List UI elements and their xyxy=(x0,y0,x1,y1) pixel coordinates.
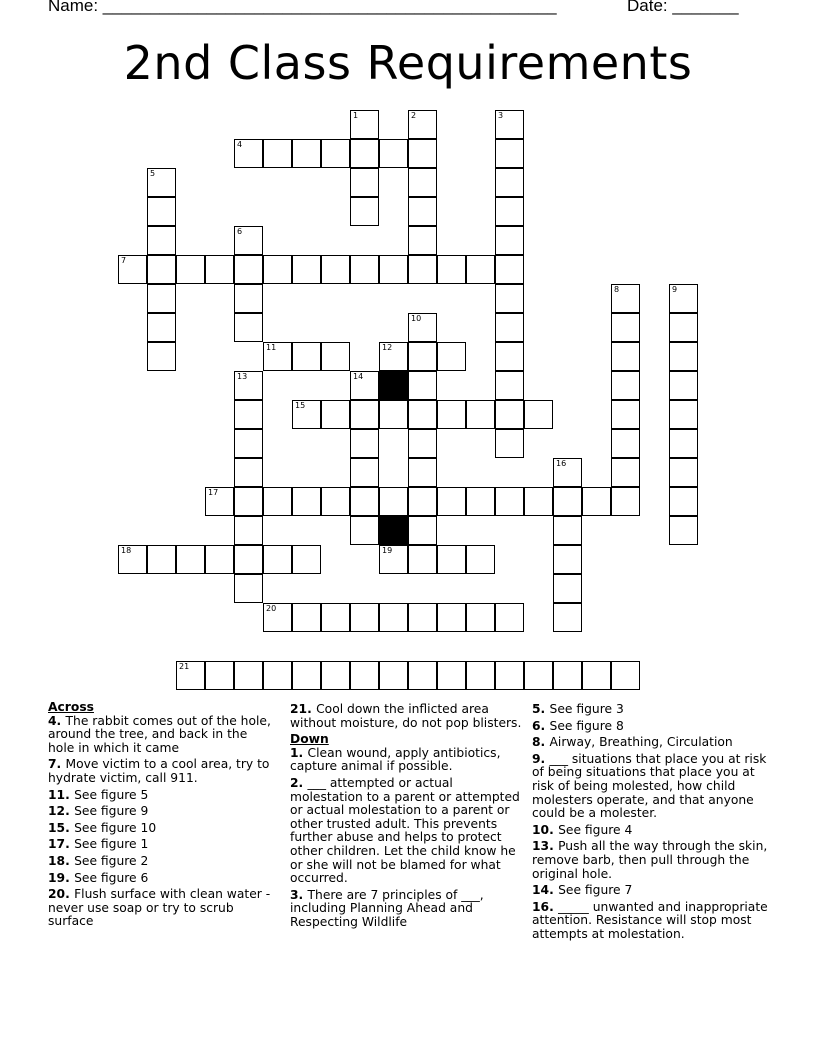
grid-cell[interactable] xyxy=(611,371,640,400)
grid-cell[interactable] xyxy=(466,545,495,574)
grid-cell[interactable] xyxy=(408,255,437,284)
grid-cell[interactable] xyxy=(292,661,321,690)
grid-cell[interactable] xyxy=(408,197,437,226)
grid-cell[interactable] xyxy=(292,255,321,284)
grid-cell[interactable] xyxy=(176,255,205,284)
cell-number: 6 xyxy=(237,227,243,236)
grid-cell[interactable] xyxy=(437,342,466,371)
clue-text: ___ situations that place you at risk of being situations that place you at risk of being molested, how child molesters operate, and that anyone could be a molester. xyxy=(532,751,767,821)
grid-cell[interactable] xyxy=(379,603,408,632)
clue-item xyxy=(532,901,772,942)
grid-cell[interactable] xyxy=(147,255,176,284)
cell-number: 18 xyxy=(121,546,132,555)
grid-cell[interactable] xyxy=(408,371,437,400)
grid-cell[interactable] xyxy=(350,661,379,690)
grid-cell[interactable] xyxy=(611,284,640,313)
grid-cell[interactable] xyxy=(321,255,350,284)
grid-cell[interactable] xyxy=(466,661,495,690)
grid-cell[interactable] xyxy=(495,342,524,371)
grid-cell[interactable] xyxy=(495,168,524,197)
grid-cell[interactable] xyxy=(350,516,379,545)
clue-text: There are 7 principles of ___, including Planning Ahead and Respecting Wildlife xyxy=(290,887,484,929)
clue-text: ___ attempted or actual molestation to a parent or attempted or actual molestation to a parent or other trusted adult. This prevents further abuse and helps to protect other children. Let the child know he or she will not be blamed for what occurred. xyxy=(290,775,520,886)
cell-number: 15 xyxy=(295,401,306,410)
clue-number: 14. xyxy=(532,883,559,898)
clue-text: See figure 3 xyxy=(549,702,624,716)
clue-text: Move victim to a cool area, try to hydrate victim, call 911. xyxy=(48,757,270,785)
grid-cell[interactable] xyxy=(379,342,408,371)
cell-number: 21 xyxy=(179,662,190,671)
grid-cell[interactable] xyxy=(234,458,263,487)
grid-cell[interactable] xyxy=(263,139,292,168)
clue-number: 2. xyxy=(290,775,308,790)
clue-text: Airway, Breathing, Circulation xyxy=(549,735,733,750)
grid-cell[interactable] xyxy=(118,255,147,284)
grid-cell[interactable] xyxy=(553,516,582,545)
grid-cell[interactable] xyxy=(147,226,176,255)
clue-number: 13. xyxy=(532,839,559,854)
grid-cell[interactable] xyxy=(379,661,408,690)
clue-text: _____ unwanted and inappropriate attention. Resistance will stop most attempts at molestation. xyxy=(532,899,768,941)
clue-number: 17. xyxy=(48,837,75,852)
grid-cell[interactable] xyxy=(118,545,147,574)
grid-cell[interactable] xyxy=(553,458,582,487)
clue-number: 8. xyxy=(532,735,550,750)
grid-cell[interactable] xyxy=(408,516,437,545)
cell-number: 5 xyxy=(150,169,156,178)
grid-cell[interactable] xyxy=(611,487,640,516)
clue-number: 5. xyxy=(532,702,550,716)
date-field[interactable]: Date: _______ xyxy=(627,0,739,15)
cell-number: 8 xyxy=(614,285,620,294)
cell-number: 7 xyxy=(121,256,127,265)
grid-cell[interactable] xyxy=(321,342,350,371)
grid-cell[interactable] xyxy=(669,371,698,400)
grid-cell[interactable] xyxy=(321,400,350,429)
clue-text: The rabbit comes out of the hole, around the tree, and back in the hole in which it came xyxy=(48,713,271,755)
grid-cell[interactable] xyxy=(582,661,611,690)
grid-cell[interactable] xyxy=(669,487,698,516)
grid-cell[interactable] xyxy=(495,400,524,429)
grid-cell[interactable] xyxy=(379,400,408,429)
clue-text: See figure 8 xyxy=(549,718,624,733)
grid-cell[interactable] xyxy=(553,603,582,632)
grid-cell[interactable] xyxy=(350,487,379,516)
clue-text: See figure 10 xyxy=(74,820,157,835)
grid-cell[interactable] xyxy=(408,429,437,458)
grid-cell[interactable] xyxy=(292,139,321,168)
grid-cell[interactable] xyxy=(176,661,205,690)
clue-number: 16. xyxy=(532,899,559,914)
clue-item xyxy=(290,703,526,730)
grid-cell[interactable] xyxy=(495,284,524,313)
grid-cell[interactable] xyxy=(292,603,321,632)
grid-cell[interactable] xyxy=(553,545,582,574)
grid-cell[interactable] xyxy=(379,487,408,516)
clues-column-2 xyxy=(290,703,526,933)
grid-cell[interactable] xyxy=(553,487,582,516)
clue-text: Clean wound, apply antibiotics, capture animal if possible. xyxy=(290,745,501,774)
clue-text: Push all the way through the skin, remove barb, then pull through the original hole. xyxy=(532,839,768,881)
clue-item xyxy=(532,720,772,734)
clues-column-3 xyxy=(532,703,772,945)
grid-cell[interactable] xyxy=(524,400,553,429)
clue-number: 21. xyxy=(290,702,317,716)
grid-cell[interactable] xyxy=(350,197,379,226)
grid-cell[interactable] xyxy=(611,313,640,342)
grid-cell[interactable] xyxy=(234,255,263,284)
grid-cell[interactable] xyxy=(524,487,553,516)
grid-cell[interactable] xyxy=(611,342,640,371)
clue-number: 18. xyxy=(48,853,75,868)
grid-cell[interactable] xyxy=(176,545,205,574)
grid-cell[interactable] xyxy=(234,487,263,516)
cell-number: 3 xyxy=(498,111,504,120)
grid-cell[interactable] xyxy=(234,284,263,313)
grid-cell[interactable] xyxy=(350,429,379,458)
grid-cell[interactable] xyxy=(379,545,408,574)
grid-cell[interactable] xyxy=(205,255,234,284)
grid-cell[interactable] xyxy=(669,313,698,342)
grid-cell[interactable] xyxy=(408,313,437,342)
grid-cell[interactable] xyxy=(466,255,495,284)
grid-cell[interactable] xyxy=(292,400,321,429)
grid-cell[interactable] xyxy=(495,226,524,255)
clue-item xyxy=(48,805,273,819)
name-field[interactable]: Name: ________________________________________________ xyxy=(48,0,557,15)
grid-cell[interactable] xyxy=(350,371,379,400)
clue-text: See figure 7 xyxy=(558,883,633,898)
clue-item xyxy=(532,824,772,838)
cell-number: 14 xyxy=(353,372,364,381)
grid-cell[interactable] xyxy=(669,400,698,429)
grid-cell[interactable] xyxy=(292,545,321,574)
grid-cell[interactable] xyxy=(495,429,524,458)
clue-text: See figure 2 xyxy=(74,853,149,868)
grid-cell[interactable] xyxy=(408,545,437,574)
grid-cell[interactable] xyxy=(611,458,640,487)
grid-cell[interactable] xyxy=(147,342,176,371)
grid-cell[interactable] xyxy=(408,487,437,516)
clue-number: 6. xyxy=(532,718,550,733)
clue-text: See figure 1 xyxy=(74,837,149,852)
cell-number: 11 xyxy=(266,343,277,352)
grid-cell[interactable] xyxy=(466,603,495,632)
grid-cell[interactable] xyxy=(321,139,350,168)
grid-cell[interactable] xyxy=(669,429,698,458)
grid-cell[interactable] xyxy=(321,603,350,632)
cell-number: 4 xyxy=(237,140,243,149)
cell-number: 9 xyxy=(672,285,678,294)
grid-cell[interactable] xyxy=(350,255,379,284)
grid-cell[interactable] xyxy=(669,284,698,313)
grid-cell[interactable] xyxy=(263,545,292,574)
grid-cell[interactable] xyxy=(495,313,524,342)
clue-item xyxy=(532,884,772,898)
clue-item xyxy=(48,789,273,803)
grid-cell[interactable] xyxy=(292,487,321,516)
clue-number: 11. xyxy=(48,787,75,802)
grid-cell[interactable] xyxy=(669,516,698,545)
clue-item xyxy=(532,736,772,750)
grid-cell[interactable] xyxy=(350,139,379,168)
grid-cell[interactable] xyxy=(408,400,437,429)
cell-number: 20 xyxy=(266,604,277,613)
grid-cell[interactable] xyxy=(321,487,350,516)
grid-cell[interactable] xyxy=(263,255,292,284)
clue-item xyxy=(290,889,526,930)
grid-cell[interactable] xyxy=(234,139,263,168)
grid-cell[interactable] xyxy=(437,661,466,690)
cell-number: 13 xyxy=(237,372,248,381)
clue-item xyxy=(532,703,772,717)
clue-item xyxy=(290,747,526,774)
down-heading: Down xyxy=(290,732,329,747)
grid-cell[interactable] xyxy=(321,661,350,690)
grid-cell[interactable] xyxy=(234,574,263,603)
clue-item xyxy=(532,753,772,821)
grid-cell[interactable] xyxy=(234,661,263,690)
grid-cell[interactable] xyxy=(669,342,698,371)
clue-text: See figure 9 xyxy=(74,804,149,819)
grid-cell[interactable] xyxy=(205,545,234,574)
grid-cell[interactable] xyxy=(437,603,466,632)
cell-number: 10 xyxy=(411,314,422,323)
grid-cell[interactable] xyxy=(263,342,292,371)
clue-item xyxy=(290,777,526,886)
grid-cell[interactable] xyxy=(466,400,495,429)
grid-cell[interactable] xyxy=(582,487,611,516)
grid-cell[interactable] xyxy=(263,487,292,516)
grid-cell[interactable] xyxy=(437,487,466,516)
grid-cell[interactable] xyxy=(350,458,379,487)
clue-number: 19. xyxy=(48,870,75,885)
clue-item xyxy=(48,838,273,852)
clue-item xyxy=(48,872,273,886)
clue-item xyxy=(48,822,273,836)
grid-cell[interactable] xyxy=(553,661,582,690)
clue-number: 20. xyxy=(48,887,75,902)
grid-cell[interactable] xyxy=(408,603,437,632)
grid-cell[interactable] xyxy=(234,516,263,545)
clue-item xyxy=(48,855,273,869)
grid-cell[interactable] xyxy=(437,255,466,284)
grid-cell[interactable] xyxy=(234,313,263,342)
clue-text: See figure 4 xyxy=(558,822,633,837)
grid-cell[interactable] xyxy=(234,400,263,429)
black-cell xyxy=(379,371,408,400)
clue-item xyxy=(48,758,273,785)
grid-cell[interactable] xyxy=(466,487,495,516)
grid-cell[interactable] xyxy=(669,458,698,487)
grid-cell[interactable] xyxy=(147,545,176,574)
clue-number: 4. xyxy=(48,713,66,728)
cell-number: 17 xyxy=(208,488,219,497)
black-cell xyxy=(379,516,408,545)
grid-cell[interactable] xyxy=(263,603,292,632)
clue-number: 15. xyxy=(48,820,75,835)
grid-cell[interactable] xyxy=(205,487,234,516)
grid-cell[interactable] xyxy=(408,110,437,139)
clues-column-1 xyxy=(48,701,273,932)
cell-number: 12 xyxy=(382,343,393,352)
grid-cell[interactable] xyxy=(234,429,263,458)
puzzle-title: 2nd Class Requirements xyxy=(123,36,693,90)
grid-cell[interactable] xyxy=(234,371,263,400)
grid-cell[interactable] xyxy=(495,487,524,516)
grid-cell[interactable] xyxy=(147,313,176,342)
grid-cell[interactable] xyxy=(495,603,524,632)
grid-cell[interactable] xyxy=(495,197,524,226)
grid-cell[interactable] xyxy=(495,139,524,168)
grid-cell[interactable] xyxy=(292,342,321,371)
grid-cell[interactable] xyxy=(524,661,553,690)
clue-item xyxy=(48,715,273,756)
cell-number: 2 xyxy=(411,111,417,120)
clue-text: See figure 5 xyxy=(74,787,149,802)
grid-cell[interactable] xyxy=(379,139,408,168)
across-heading: Across xyxy=(48,700,94,714)
grid-cell[interactable] xyxy=(234,545,263,574)
grid-cell[interactable] xyxy=(611,429,640,458)
grid-cell[interactable] xyxy=(263,661,292,690)
grid-cell[interactable] xyxy=(495,371,524,400)
grid-cell[interactable] xyxy=(611,400,640,429)
grid-cell[interactable] xyxy=(495,661,524,690)
clue-text: Flush surface with clean water - never use soap or try to scrub surface xyxy=(48,887,271,929)
grid-cell[interactable] xyxy=(408,226,437,255)
clue-text: See figure 6 xyxy=(74,870,149,885)
grid-cell[interactable] xyxy=(408,168,437,197)
clue-item xyxy=(532,840,772,881)
grid-cell[interactable] xyxy=(379,255,408,284)
clue-text: Cool down the inflicted area without moisture, do not pop blisters. xyxy=(290,702,522,730)
grid-cell[interactable] xyxy=(147,284,176,313)
grid-cell[interactable] xyxy=(350,168,379,197)
grid-cell[interactable] xyxy=(147,197,176,226)
clue-number: 10. xyxy=(532,822,559,837)
cell-number: 19 xyxy=(382,546,393,555)
grid-cell[interactable] xyxy=(408,458,437,487)
grid-cell[interactable] xyxy=(408,342,437,371)
clue-number: 1. xyxy=(290,745,308,760)
clue-number: 7. xyxy=(48,757,66,772)
grid-cell[interactable] xyxy=(553,574,582,603)
grid-cell[interactable] xyxy=(350,400,379,429)
grid-cell[interactable] xyxy=(437,545,466,574)
grid-cell[interactable] xyxy=(408,139,437,168)
grid-cell[interactable] xyxy=(437,400,466,429)
grid-cell[interactable] xyxy=(611,661,640,690)
cell-number: 1 xyxy=(353,111,359,120)
clue-number: 3. xyxy=(290,887,308,902)
grid-cell[interactable] xyxy=(205,661,234,690)
grid-cell[interactable] xyxy=(495,110,524,139)
clue-item xyxy=(48,888,273,929)
cell-number: 16 xyxy=(556,459,567,468)
grid-cell[interactable] xyxy=(408,661,437,690)
grid-cell[interactable] xyxy=(147,168,176,197)
grid-cell[interactable] xyxy=(234,226,263,255)
clue-number: 12. xyxy=(48,804,75,819)
grid-cell[interactable] xyxy=(350,603,379,632)
clue-number: 9. xyxy=(532,751,550,766)
grid-cell[interactable] xyxy=(495,255,524,284)
grid-cell[interactable] xyxy=(350,110,379,139)
